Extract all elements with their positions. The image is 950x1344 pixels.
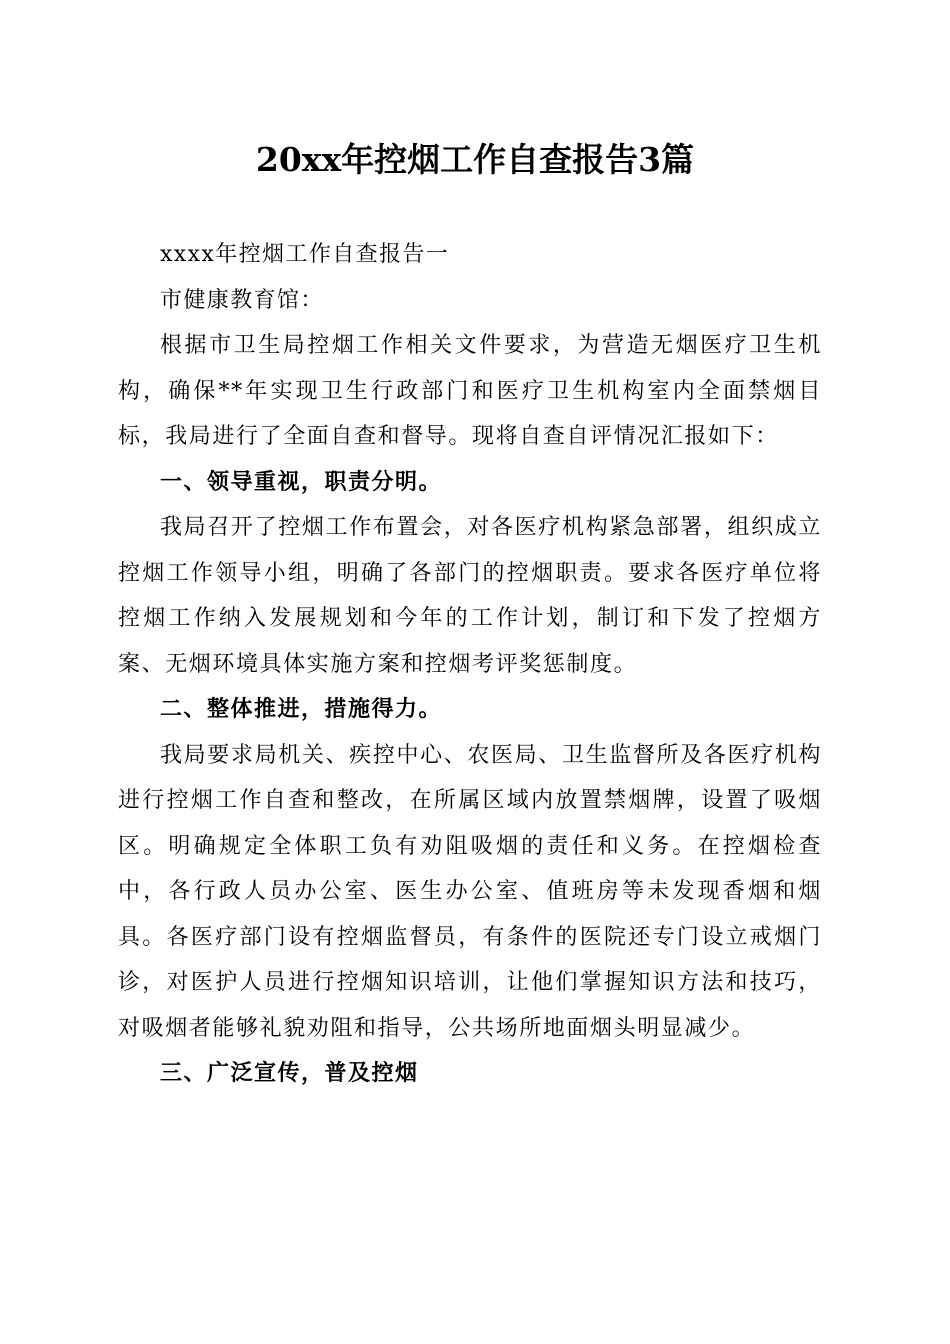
section-2-paragraph: 我局要求局机关、疾控中心、农医局、卫生监督所及各医疗机构进行控烟工作自查和整改，在所属区域内放置禁烟牌，设置了吸烟区。明确规定全体职工负有劝阻吸烟的责任和义务。在控烟检查中，各行政人员办公室、医生办公室、值班房等未发现香烟和烟具。各医疗部门设有控烟监督员，有条件的医院还专门设立戒烟门诊，对医护人员进行控烟知识培训，让他们掌握知识方法和技巧，对吸烟者能够礼貌劝阻和指导，公共场所地面烟头明显减少。 <box>118 742 822 1041</box>
section-heading-1: 一、领导重视，职责分明。 <box>160 469 443 495</box>
report-subtitle: xxxx年控烟工作自查报告一 <box>160 242 450 267</box>
section-heading-2: 二、整体推进，措施得力。 <box>160 697 443 722</box>
salutation: 市健康教育馆： <box>160 287 324 313</box>
section-1-paragraph: 我局召开了控烟工作布置会，对各医疗机构紧急部署，组织成立控烟工作领导小组，明确了各部门的控烟职责。要求各医疗单位将控烟工作纳入发展规划和今年的工作计划，制订和下发了控烟方案、无烟环境具体实施方案和控烟考评奖惩制度。 <box>118 515 822 677</box>
document-body <box>118 232 822 1097</box>
document-title: 20xx年控烟工作自查报告3篇 <box>255 140 695 179</box>
intro-paragraph: 根据市卫生局控烟工作相关文件要求，为营造无烟医疗卫生机构，确保**年实现卫生行政部门和医疗卫生机构室内全面禁烟目标，我局进行了全面自查和督导。现将自查自评情况汇报如下： <box>118 333 822 449</box>
section-heading-3: 三、广泛宣传，普及控烟 <box>160 1061 419 1086</box>
